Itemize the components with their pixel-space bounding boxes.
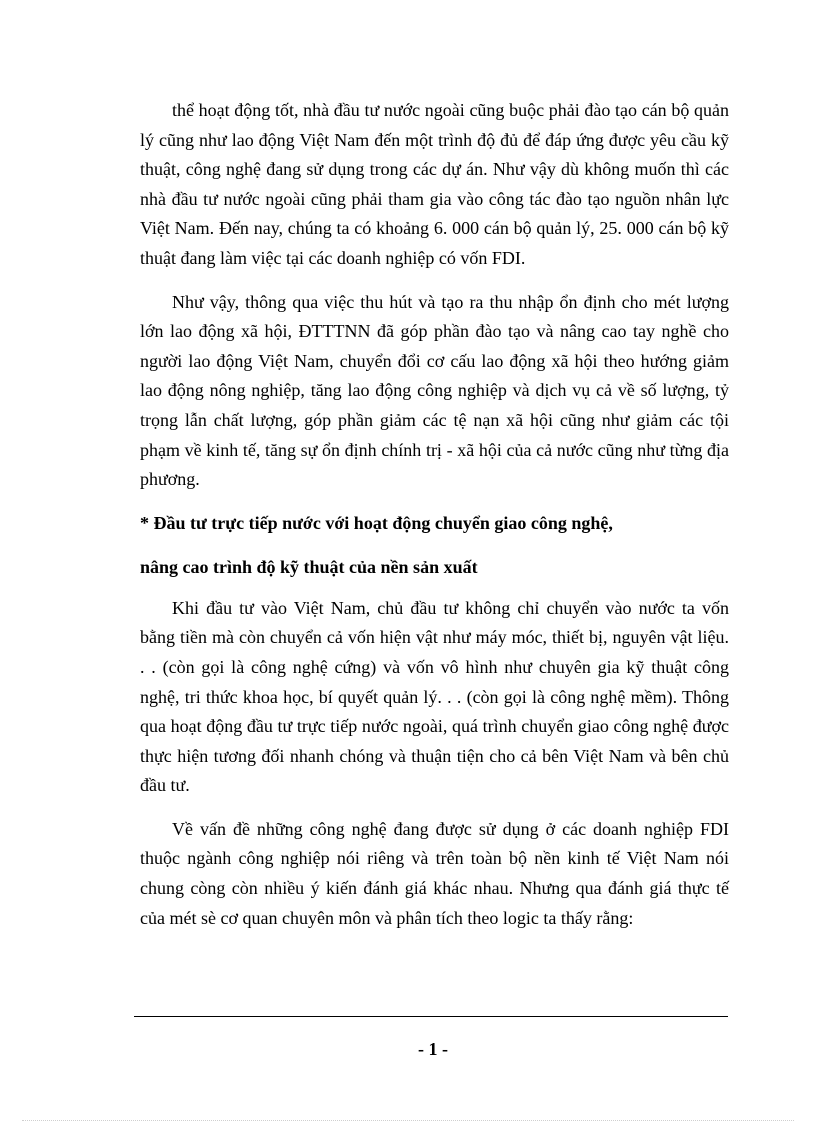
- body-paragraph: Như vậy, thông qua việc thu hút và tạo ra thu nhập ổn định cho mét lượng lớn lao động xã hội, ĐTTTNN đã góp phần đào tạo và nâng cao tay nghề cho người lao động Việt Nam, chuyển đổi cơ cấu lao động xã hội theo hướng giảm lao động nông nghiệp, tăng lao động công nghiệp và dịch vụ cả về số lượng, tỷ trọng lẫn chất lượng, góp phần giảm các tệ nạn xã hội cũng như giảm các tội phạm về kinh tế, tăng sự ổn định chính trị - xã hội của cả nước cũng như từng địa phương.: [140, 291, 729, 490]
- section-heading: * Đầu tư trực tiếp nước với hoạt động chuyển giao công nghệ,: [140, 512, 613, 533]
- footer-divider: [134, 1016, 728, 1017]
- page-body: [140, 96, 729, 933]
- body-paragraph: thể hoạt động tốt, nhà đầu tư nước ngoài cũng buộc phải đào tạo cán bộ quản lý cũng như lao động Việt Nam đến một trình độ đủ để đáp ứng được yêu cầu kỹ thuật, công nghệ đang sử dụng trong các dự án. Như vậy dù không muốn thì các nhà đầu tư nước ngoài cũng phải tham gia vào công tác đào tạo nguồn nhân lực Việt Nam. Đến nay, chúng ta có khoảng 6. 000 cán bộ quản lý, 25. 000 cán bộ kỹ thuật đang làm việc tại các doanh nghiệp có vốn FDI.: [140, 100, 729, 268]
- page-break-line: [22, 1120, 794, 1121]
- section-heading-continuation: nâng cao trình độ kỹ thuật của nền sản xuất: [140, 556, 478, 577]
- body-paragraph: Về vấn đề những công nghệ đang được sử dụng ở các doanh nghiệp FDI thuộc ngành công nghiệp nói riêng và trên toàn bộ nền kinh tế Việt Nam nói chung còng còn nhiều ý kiến đánh giá khác nhau. Nhưng qua đánh giá thực tế của mét sè cơ quan chuyên môn và phân tích theo logic ta thấy rằng:: [140, 818, 729, 928]
- body-paragraph: Khi đầu tư vào Việt Nam, chủ đầu tư không chỉ chuyển vào nước ta vốn bằng tiền mà còn chuyển cả vốn hiện vật như máy móc, thiết bị, nguyên vật liệu. . . (còn gọi là công nghệ cứng) và vốn vô hình như chuyên gia kỹ thuật công nghệ, tri thức khoa học, bí quyết quản lý. . . (còn gọi là công nghệ mềm). Thông qua hoạt động đầu tư trực tiếp nước ngoài, quá trình chuyển giao công nghệ được thực hiện tương đối nhanh chóng và thuận tiện cho cả bên Việt Nam và bên chủ đầu tư.: [140, 597, 729, 796]
- page-number: - 1 -: [418, 1039, 448, 1059]
